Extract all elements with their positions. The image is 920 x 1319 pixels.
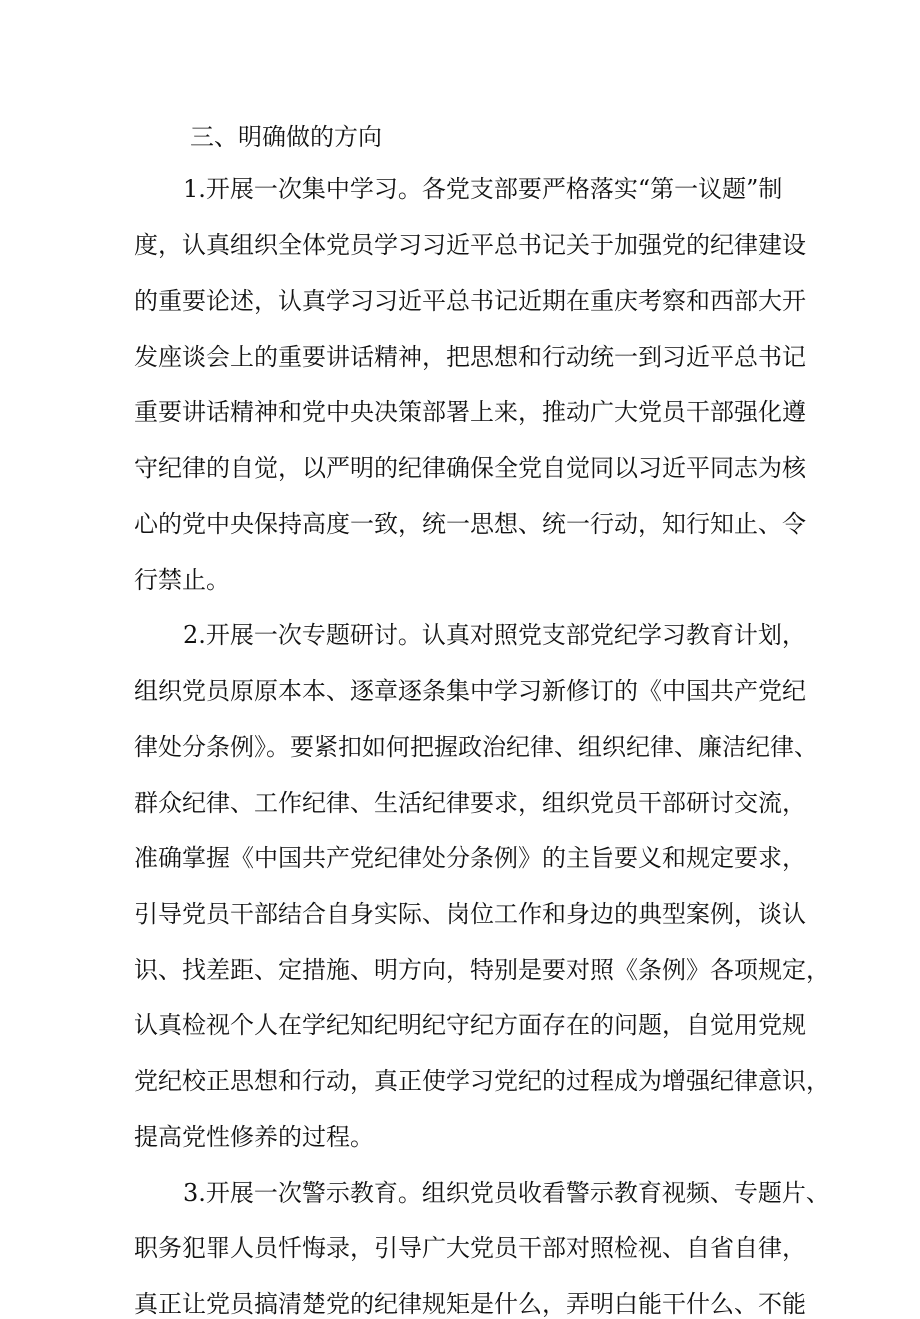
paragraph-line: 度，认真组织全体党员学习习近平总书记关于加强党的纪律建设 <box>134 231 806 259</box>
paragraph-line: 1.开展一次集中学习。各党支部要严格落实“第一议题”制 <box>183 175 783 203</box>
section-heading: 三、明确做的方向 <box>190 123 382 151</box>
paragraph-line: 真正让党员搞清楚党的纪律规矩是什么，弄明白能干什么、不能 <box>134 1290 806 1318</box>
paragraph-line: 发座谈会上的重要讲话精神，把思想和行动统一到习近平总书记 <box>134 343 806 371</box>
paragraph-line: 党纪校正思想和行动，真正使学习党纪的过程成为增强纪律意识， <box>134 1067 830 1095</box>
paragraph-line: 认真检视个人在学纪知纪明纪守纪方面存在的问题，自觉用党规 <box>134 1011 806 1039</box>
paragraph-line: 心的党中央保持高度一致，统一思想、统一行动，知行知止、令 <box>134 510 806 538</box>
paragraph-line: 组织党员原原本本、逐章逐条集中学习新修订的《中国共产党纪 <box>134 677 806 705</box>
paragraph-line: 行禁止。 <box>134 566 230 594</box>
paragraph-line: 重要讲话精神和党中央决策部署上来，推动广大党员干部强化遵 <box>134 398 806 426</box>
paragraph-line: 提高党性修养的过程。 <box>134 1123 374 1151</box>
paragraph-line: 3.开展一次警示教育。组织党员收看警示教育视频、专题片、 <box>183 1179 830 1207</box>
paragraph-line: 职务犯罪人员忏悔录，引导广大党员干部对照检视、自省自律， <box>134 1234 806 1262</box>
paragraph-line: 群众纪律、工作纪律、生活纪律要求，组织党员干部研讨交流， <box>134 789 806 817</box>
paragraph-line: 守纪律的自觉，以严明的纪律确保全党自觉同以习近平同志为核 <box>134 454 806 482</box>
paragraph-line: 2.开展一次专题研讨。认真对照党支部党纪学习教育计划， <box>183 621 806 649</box>
paragraph-line: 的重要论述，认真学习习近平总书记近期在重庆考察和西部大开 <box>134 287 806 315</box>
paragraph-line: 律处分条例》。要紧扣如何把握政治纪律、组织纪律、廉洁纪律、 <box>134 733 818 761</box>
paragraph-line: 准确掌握《中国共产党纪律处分条例》的主旨要义和规定要求， <box>134 844 806 872</box>
paragraph-line: 引导党员干部结合自身实际、岗位工作和身边的典型案例，谈认 <box>134 900 806 928</box>
paragraph-line: 识、找差距、定措施、明方向，特别是要对照《条例》各项规定， <box>134 956 830 984</box>
